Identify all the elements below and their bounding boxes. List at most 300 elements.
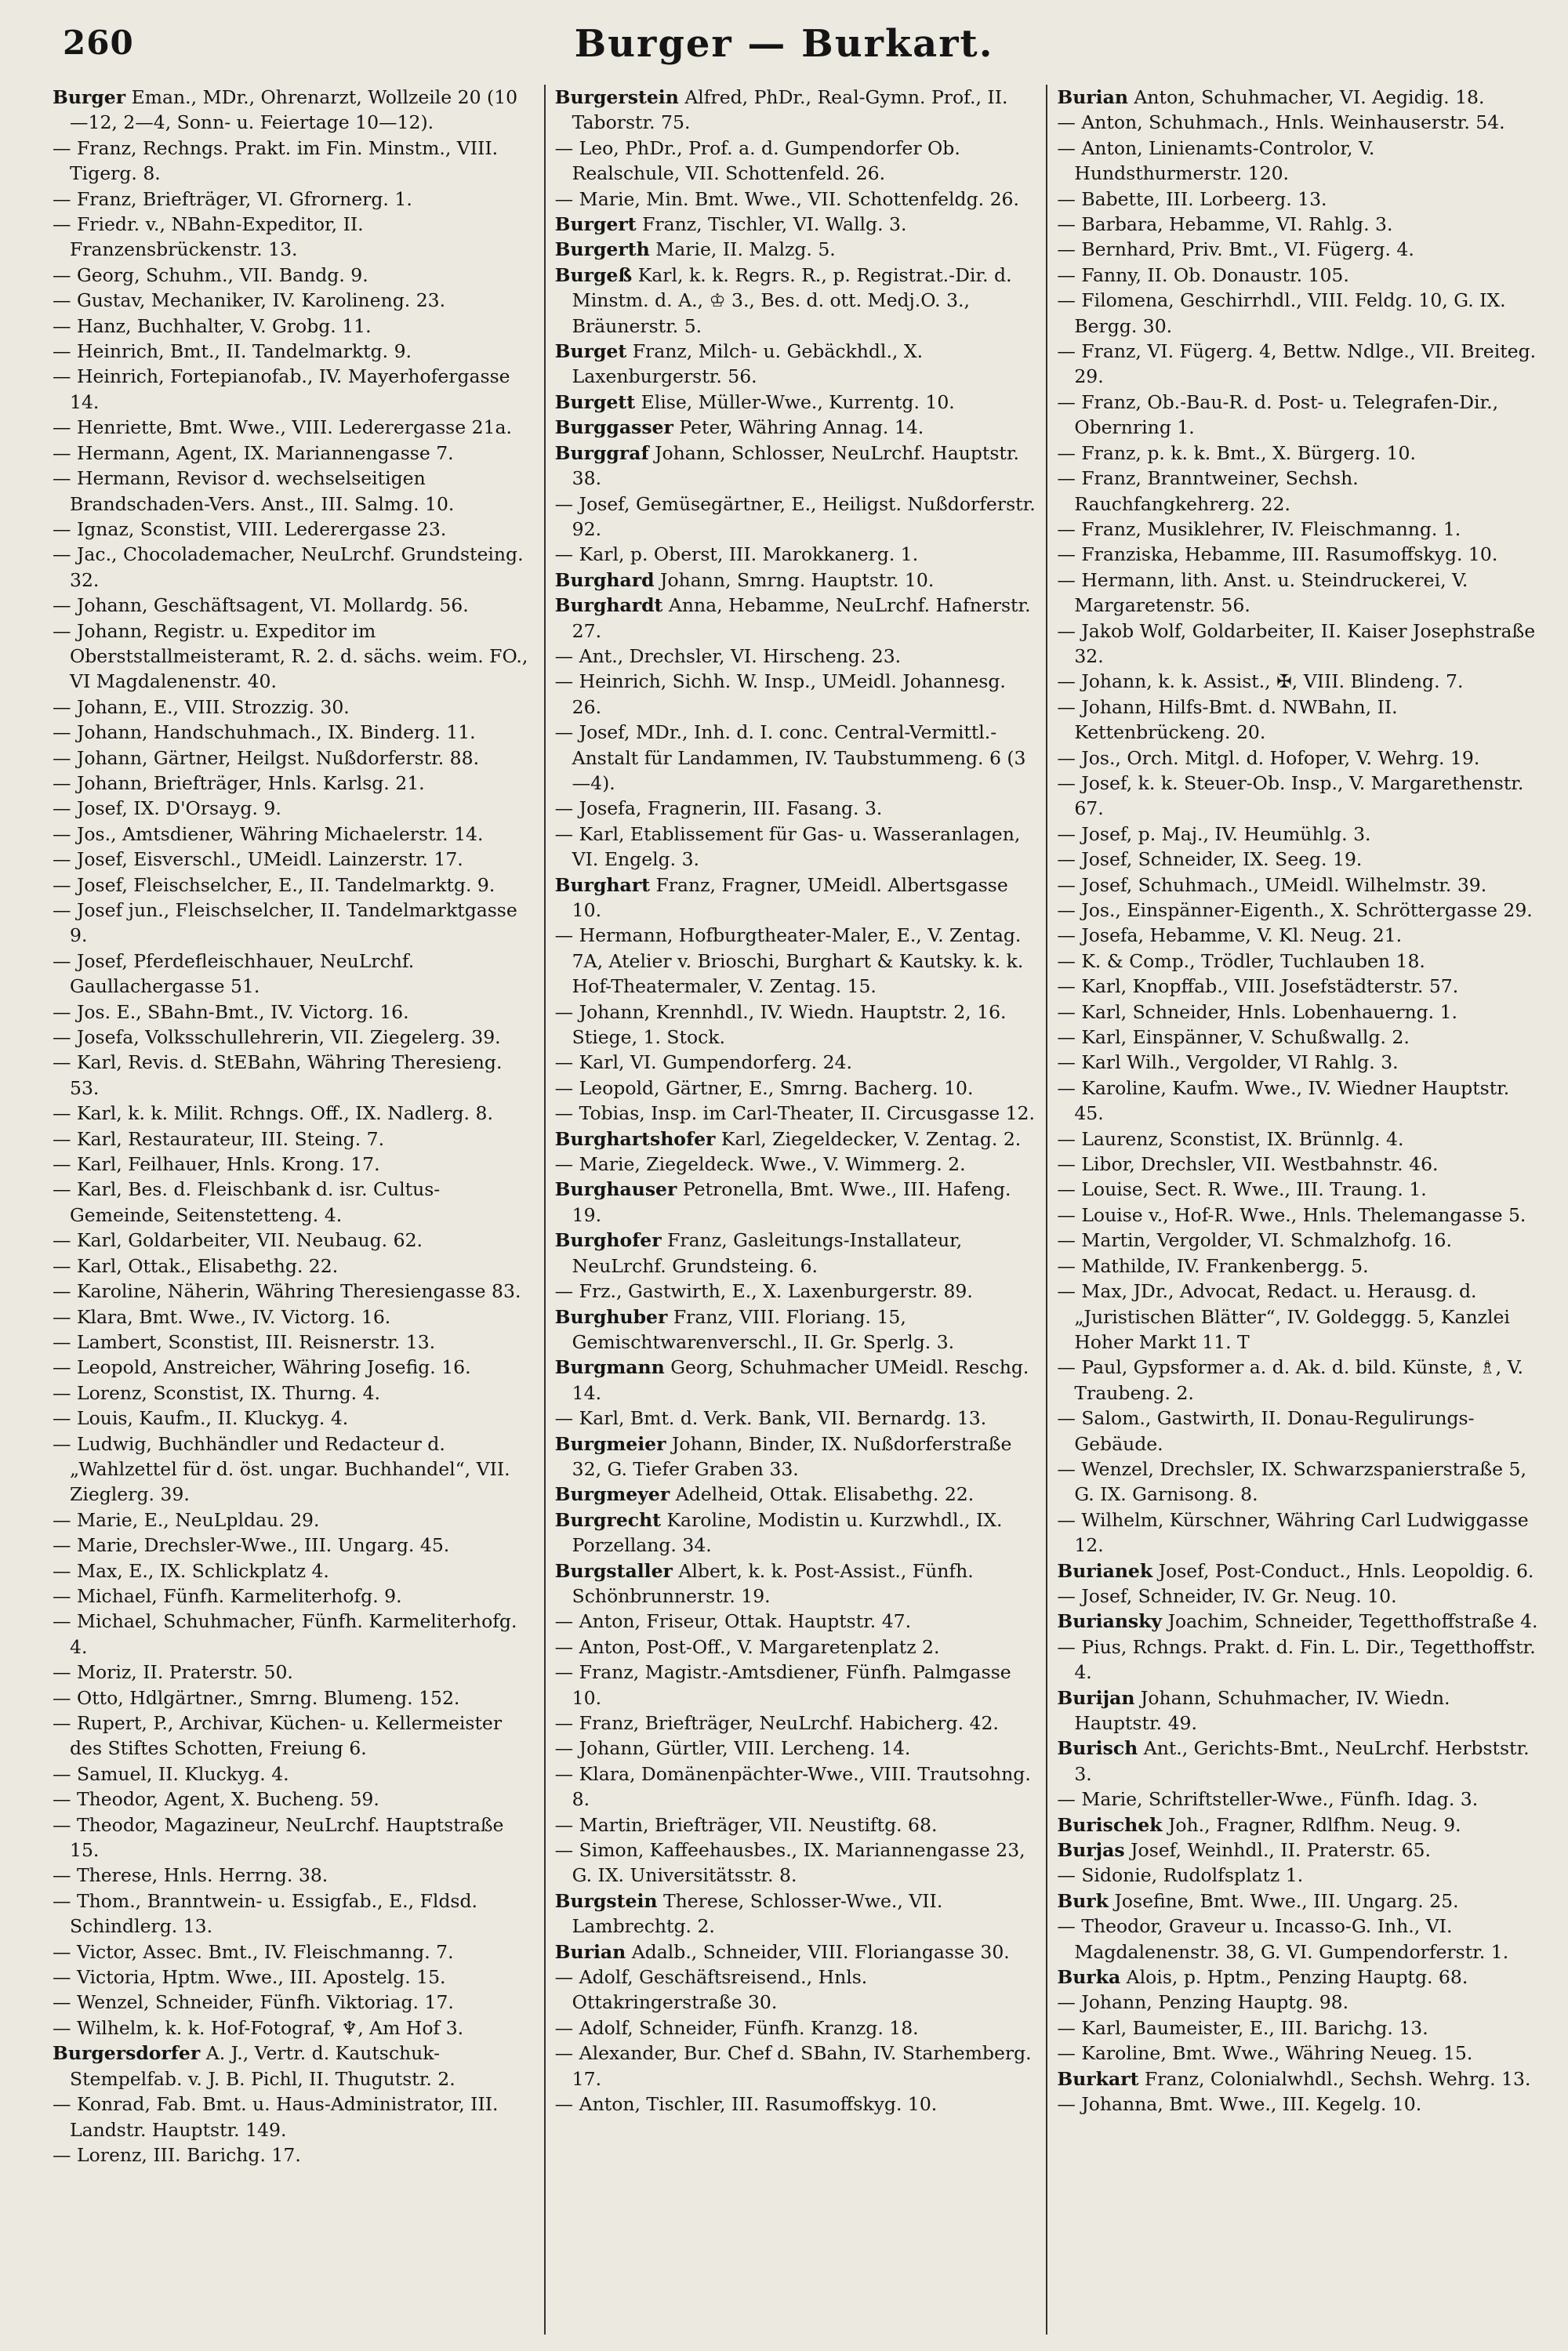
directory-entry: [53, 1304, 535, 1330]
directory-entry: [555, 212, 1037, 237]
entry-details: — Karl, Knopffab., VIII. Josefstädterstr. 57.: [1057, 975, 1459, 998]
directory-entry: [555, 1888, 1037, 1939]
directory-entry: [555, 1761, 1037, 1812]
entry-surname: Burghard: [554, 568, 655, 591]
entry-details: — Anton, Post-Off., V. Margaretenplatz 2.: [554, 1635, 940, 1658]
entry-details: — Johann, Handschuhmach., IX. Binderg. 11.: [53, 721, 476, 744]
entry-details: Marie, II. Malzg. 5.: [655, 238, 836, 261]
directory-entry: [1057, 923, 1539, 948]
directory-entry: [1057, 1787, 1539, 1812]
directory-entry: [1057, 136, 1539, 187]
entry-details: — Franziska, Hebamme, III. Rasumoffskyg. 10.: [1057, 543, 1498, 566]
directory-entry: [53, 263, 535, 288]
directory-entry: [53, 517, 535, 542]
directory-entry: [53, 1787, 535, 1812]
entry-details: — Jakob Wolf, Goldarbeiter, II. Kaiser Josephstraße 32.: [1057, 619, 1536, 667]
entry-details: Peter, Währing Annag. 14.: [679, 416, 924, 439]
directory-entry: [53, 1990, 535, 2015]
directory-entry: [555, 1152, 1037, 1177]
entry-details: — Lorenz, Sconstist, IX. Thurng. 4.: [53, 1381, 380, 1404]
directory-entry: [1057, 695, 1539, 746]
directory-entry: [1057, 949, 1539, 974]
entry-surname: Burisch: [1057, 1737, 1138, 1760]
entry-details: — Thom., Branntwein- u. Essigfab., E., Fldsd. Schindlerg. 13.: [53, 1889, 478, 1938]
directory-entry: [53, 288, 535, 313]
entry-surname: Burgmeier: [554, 1432, 666, 1455]
directory-entry: [53, 1000, 535, 1025]
directory-entry: [1057, 2041, 1539, 2066]
entry-details: — Jac., Chocolademacher, NeuLrchf. Grundsteing. 32.: [53, 543, 524, 591]
entry-details: — Johann, E., VIII. Strozzig. 30.: [53, 695, 350, 718]
directory-entry: [53, 1711, 535, 1761]
entry-surname: Burggraf: [554, 441, 649, 464]
entry-details: — Ludwig, Buchhändler und Redacteur d. „Wahlzettel für d. öst. ungar. Buchhandel“, VII. Zieglerg. 39.: [53, 1432, 510, 1506]
column-left: [43, 85, 544, 2335]
directory-entry: [1057, 1355, 1539, 1406]
entry-details: Franz, Fragner, UMeidl. Albertsgasse 10.: [572, 873, 1008, 921]
entry-details: — Marie, Min. Bmt. Wwe., VII. Schottenfeldg. 26.: [554, 187, 1019, 210]
entry-details: — Klara, Bmt. Wwe., IV. Victorg. 16.: [53, 1305, 391, 1328]
directory-entry: [1057, 1812, 1539, 1838]
entry-details: — Josef, Gemüsegärtner, E., Heiligst. Nußdorferstr. 92.: [554, 492, 1036, 540]
entry-details: — Libor, Drechsler, VII. Westbahnstr. 46.: [1057, 1153, 1439, 1176]
entry-details: — Anton, Linienamts-Controlor, V. Hundsthurmerstr. 120.: [1057, 136, 1375, 185]
entry-details: — Johann, Geschäftsagent, VI. Mollardg. 56.: [53, 594, 469, 617]
directory-entry: [53, 1431, 535, 1507]
entry-details: Josef, Post-Conduct., Hnls. Leopoldig. 6.: [1158, 1559, 1534, 1582]
directory-entry: [1057, 974, 1539, 999]
directory-entry: [53, 415, 535, 440]
directory-entry: [1057, 1736, 1539, 1787]
directory-entry: [1057, 1507, 1539, 1558]
directory-entry: [555, 1076, 1037, 1101]
directory-entry: [1057, 237, 1539, 262]
entry-details: — Victor, Assec. Bmt., IV. Fleischmanng. 7.: [53, 1940, 454, 1963]
directory-entry: [53, 619, 535, 695]
column-middle: [544, 85, 1047, 2335]
directory-entry: [53, 898, 535, 949]
entry-details: — Samuel, II. Kluckyg. 4.: [53, 1762, 289, 1785]
directory-entry: [53, 85, 535, 136]
directory-entry: [555, 390, 1037, 415]
directory-entry: [53, 1025, 535, 1050]
directory-entry: [53, 1279, 535, 1304]
directory-entry: [53, 1812, 535, 1863]
entry-surname: Burgerth: [554, 238, 650, 261]
entry-surname: Burgersdorfer: [53, 2042, 201, 2065]
entry-surname: Burischek: [1057, 1813, 1163, 1836]
directory-entry: [53, 1355, 535, 1380]
directory-entry: [53, 695, 535, 720]
directory-entry: [1057, 85, 1539, 110]
entry-details: — Lambert, Sconstist, III. Reisnerstr. 13.: [53, 1330, 436, 1353]
entry-surname: Burgett: [554, 390, 636, 413]
directory-entry: [1057, 568, 1539, 619]
directory-entry: [53, 441, 535, 466]
directory-entry: [555, 1000, 1037, 1050]
entry-details: — Franz, Magistr.-Amtsdiener, Fünfh. Palmgasse 10.: [554, 1661, 1011, 1709]
directory-entry: [555, 415, 1037, 440]
entry-details: — Karoline, Kaufm. Wwe., IV. Wiedner Hauptstr. 45.: [1057, 1076, 1510, 1125]
entry-details: — Karl, k. k. Milit. Rchngs. Off., IX. Nadlerg. 8.: [53, 1102, 493, 1125]
directory-entry: [53, 720, 535, 745]
entry-details: — Josef, Pferdefleischhauer, NeuLrchf. Gaullachergasse 51.: [53, 949, 415, 998]
directory-entry: [555, 263, 1037, 339]
directory-entry: [1057, 1279, 1539, 1355]
entry-details: — Victoria, Hptm. Wwe., III. Apostelg. 15.: [53, 1966, 446, 1989]
directory-entry: [1057, 110, 1539, 135]
entry-details: — Josef, Eisverschl., UMeidl. Lainzerstr. 17.: [53, 848, 463, 871]
entry-surname: Burgmann: [554, 1356, 665, 1379]
directory-entry: [555, 2041, 1037, 2092]
entry-details: — Mathilde, IV. Frankenbergg. 5.: [1057, 1254, 1369, 1277]
entry-details: Ant., Gerichts-Bmt., NeuLrchf. Herbststr. 3.: [1074, 1737, 1530, 1785]
entry-details: — Martin, Vergolder, VI. Schmalzhofg. 16.: [1057, 1229, 1452, 1252]
entry-details: Therese, Schlosser-Wwe., VII. Lambrechtg. 2.: [572, 1889, 943, 1938]
entry-details: — Josef, IX. D'Orsayg. 9.: [53, 797, 281, 820]
directory-entry: [555, 1279, 1037, 1304]
entry-details: — Josef, Schneider, IV. Gr. Neug. 10.: [1057, 1584, 1397, 1607]
directory-entry: [555, 187, 1037, 212]
entry-details: — Moriz, II. Praterstr. 50.: [53, 1661, 293, 1684]
directory-entry: [53, 1965, 535, 1990]
entry-details: Eman., MDr., Ohrenarzt, Wollzeile 20 (10—12, 2—4, Sonn- u. Feiertage 10—12).: [70, 86, 518, 134]
entry-details: — Michael, Schuhmacher, Fünfh. Karmeliterhofg. 4.: [53, 1610, 517, 1658]
entry-surname: Burk: [1057, 1889, 1109, 1912]
directory-entry: [555, 1558, 1037, 1609]
entry-details: — Rupert, P., Archivar, Küchen- u. Kellermeister des Stiftes Schotten, Freiung 6.: [53, 1712, 503, 1760]
entry-details: — Lorenz, III. Barichg. 17.: [53, 2143, 301, 2166]
directory-entry: [555, 796, 1037, 821]
directory-entry: [1057, 517, 1539, 542]
directory-entry: [1057, 1863, 1539, 1888]
directory-entry: [1057, 441, 1539, 466]
entry-details: — Josefa, Fragnerin, III. Fasang. 3.: [554, 797, 883, 820]
directory-entry: [1057, 2066, 1539, 2092]
directory-entry: [53, 1050, 535, 1101]
directory-entry: [53, 822, 535, 847]
directory-entry: [1057, 1914, 1539, 1965]
directory-entry: [555, 542, 1037, 567]
directory-entry: [53, 949, 535, 1000]
directory-entry: [53, 1406, 535, 1431]
entry-surname: Burjas: [1057, 1839, 1125, 1862]
entry-details: Anna, Hebamme, NeuLrchf. Hafnerstr. 27.: [572, 594, 1031, 642]
directory-entry: [1057, 2015, 1539, 2041]
directory-entry: [555, 1050, 1037, 1075]
entry-details: Karl, k. k. Regrs. R., p. Registrat.-Dir. d. Minstm. d. A., ♔ 3., Bes. d. ott. Medj.O. 3., Bräunerstr. 5.: [572, 263, 1012, 337]
directory-entry: [53, 364, 535, 415]
entry-details: Georg, Schuhmacher UMeidl. Reschg. 14.: [572, 1356, 1029, 1404]
entry-details: — Michael, Fünfh. Karmeliterhofg. 9.: [53, 1584, 402, 1607]
entry-details: — Karl, Bes. d. Fleischbank d. isr. Cultus-Gemeinde, Seitenstetteng. 4.: [53, 1178, 441, 1226]
entry-details: — Jos., Orch. Mitgl. d. Hofoper, V. Wehrg. 19.: [1057, 746, 1480, 769]
entry-surname: Burian: [554, 1940, 626, 1963]
entry-surname: Burggasser: [554, 416, 673, 439]
entry-surname: Burgeß: [554, 263, 633, 286]
directory-entry: [53, 466, 535, 517]
entry-details: — Theodor, Graveur u. Incasso-G. Inh., VI. Magdalenenstr. 38, G. VI. Gumpendorferstr. 1.: [1057, 1915, 1509, 1963]
entry-details: — Theodor, Magazineur, NeuLrchf. Hauptstraße 15.: [53, 1813, 504, 1862]
entry-details: — Marie, E., NeuLpldau. 29.: [53, 1508, 320, 1531]
entry-details: — Leopold, Gärtner, E., Smrng. Bacherg. 10.: [554, 1076, 974, 1099]
directory-entry: [53, 1127, 535, 1152]
entry-details: — Josefa, Volksschullehrerin, VII. Ziegelerg. 39.: [53, 1026, 501, 1049]
entry-details: — Josef, Schuhmach., UMeidl. Wilhelmstr. 39.: [1057, 873, 1487, 896]
entry-details: — Karl, Ottak., Elisabethg. 22.: [53, 1254, 339, 1277]
directory-entry: [1057, 1000, 1539, 1025]
entry-details: — Josef jun., Fleischselcher, II. Tandelmarktgasse 9.: [53, 899, 517, 947]
directory-entry: [555, 237, 1037, 262]
entry-surname: Burgert: [554, 213, 637, 236]
entry-details: — Ignaz, Sconstist, VIII. Lederergasse 23.: [53, 517, 447, 540]
directory-entry: [53, 2092, 535, 2142]
entry-details: — Tobias, Insp. im Carl-Theater, II. Circusgasse 12.: [554, 1102, 1035, 1125]
entry-details: — Henriette, Bmt. Wwe., VIII. Lederergasse 21a.: [53, 416, 512, 439]
entry-details: — Josef, Fleischselcher, E., II. Tandelmarktg. 9.: [53, 873, 495, 896]
directory-entry: [555, 492, 1037, 542]
entry-details: — Frz., Gastwirth, E., X. Laxenburgerstr. 89.: [554, 1280, 973, 1303]
directory-entry: [53, 1507, 535, 1533]
directory-entry: [1057, 771, 1539, 822]
entry-details: — Karl, Bmt. d. Verk. Bank, VII. Bernardg. 13.: [554, 1407, 987, 1430]
entry-details: — Johann, Gärtner, Heilgst. Nußdorferstr. 88.: [53, 746, 480, 769]
directory-entry: [555, 1812, 1037, 1838]
entry-surname: Burghofer: [554, 1229, 662, 1252]
entry-details: — Karl, p. Oberst, III. Marokkanerg. 1.: [554, 543, 919, 566]
directory-entry: [1057, 1965, 1539, 1990]
directory-entry: [555, 136, 1037, 187]
directory-entry: [555, 568, 1037, 593]
directory-entry: [1057, 1076, 1539, 1127]
entry-details: Franz, Gasleitungs-Installateur, NeuLrchf. Grundsteing. 6.: [572, 1229, 963, 1277]
directory-entry: [53, 314, 535, 339]
entry-details: — Jos. E., SBahn-Bmt., IV. Victorg. 16.: [53, 1000, 409, 1023]
directory-entry: [555, 923, 1037, 999]
directory-entry: [555, 2092, 1037, 2117]
entry-details: — Karl, Revis. d. StEBahn, Währing Theresieng. 53.: [53, 1051, 503, 1099]
entry-surname: Burghuber: [554, 1305, 668, 1328]
directory-entry: [53, 1660, 535, 1685]
directory-entry: [1057, 1685, 1539, 1736]
directory-entry: [555, 1507, 1037, 1558]
directory-entry: [555, 1406, 1037, 1431]
entry-details: — Marie, Drechsler-Wwe., III. Ungarg. 45.: [53, 1534, 450, 1557]
entry-details: — Franz, Musiklehrer, IV. Fleischmanng. 1.: [1057, 517, 1461, 540]
entry-details: Adelheid, Ottak. Elisabethg. 22.: [675, 1483, 975, 1506]
entry-details: Alois, p. Hptm., Penzing Hauptg. 68.: [1126, 1966, 1468, 1989]
directory-columns: [43, 85, 1548, 2335]
directory-entry: [555, 441, 1037, 492]
entry-details: — Johann, Registr. u. Expeditor im Oberststallmeisteramt, R. 2. d. sächs. weim. FO., VI Magdalenenstr. 40.: [53, 619, 528, 693]
entry-details: Johann, Schuhmacher, IV. Wiedn. Hauptstr. 49.: [1074, 1686, 1450, 1734]
directory-entry: [555, 1838, 1037, 1888]
directory-entry: [555, 1609, 1037, 1634]
directory-entry: [53, 1939, 535, 1965]
entry-details: — Karoline, Bmt. Wwe., Währing Neueg. 15.: [1057, 2042, 1473, 2065]
entry-details: Johann, Schlosser, NeuLrchf. Hauptstr. 38.: [572, 441, 1019, 490]
entry-details: — Adolf, Schneider, Fünfh. Kranzg. 18.: [554, 2016, 919, 2039]
entry-details: — Heinrich, Bmt., II. Tandelmarktg. 9.: [53, 340, 412, 363]
directory-entry: [1057, 1584, 1539, 1609]
directory-entry: [53, 2015, 535, 2041]
directory-entry: [53, 542, 535, 593]
entry-details: — Johann, Penzing Hauptg. 98.: [1057, 1991, 1349, 2014]
entry-details: — Karl, VI. Gumpendorferg. 24.: [554, 1051, 852, 1074]
directory-entry: [53, 2142, 535, 2168]
entry-details: — Ant., Drechsler, VI. Hirscheng. 23.: [554, 644, 902, 667]
entry-surname: Burgstein: [554, 1889, 658, 1912]
directory-entry: [1057, 1558, 1539, 1584]
directory-entry: [1057, 1888, 1539, 1914]
directory-entry: [53, 1380, 535, 1406]
directory-entry: [1057, 1609, 1539, 1634]
directory-entry: [555, 873, 1037, 923]
entry-details: Johann, Smrng. Hauptstr. 10.: [660, 568, 935, 591]
directory-entry: [555, 1431, 1037, 1482]
entry-surname: Burghardt: [554, 594, 663, 617]
entry-surname: Burger: [53, 86, 126, 108]
entry-surname: Burgrecht: [554, 1508, 662, 1531]
entry-details: Franz, VIII. Floriang. 15, Gemischtwarenverschl., II. Gr. Sperlg. 3.: [572, 1305, 955, 1353]
entry-details: A. J., Vertr. d. Kautschuk-Stempelfab. v. J. B. Pichl, II. Thugutstr. 2.: [70, 2042, 456, 2090]
directory-entry: [1057, 1838, 1539, 1863]
entry-details: — Franz, Briefträger, VI. Gfrornerg. 1.: [53, 187, 412, 210]
entry-details: — Karl, Baumeister, E., III. Barichg. 13.: [1057, 2016, 1428, 2039]
entry-surname: Burian: [1057, 86, 1128, 108]
directory-entry: [555, 644, 1037, 669]
directory-entry: [53, 847, 535, 872]
entry-details: — Johanna, Bmt. Wwe., III. Kegelg. 10.: [1057, 2093, 1422, 2116]
directory-entry: [1057, 898, 1539, 923]
entry-details: Franz, Milch- u. Gebäckhdl., X. Laxenburgerstr. 56.: [572, 340, 924, 388]
entry-details: Karoline, Modistin u. Kurzwhdl., IX. Porzellang. 34.: [572, 1508, 1003, 1557]
entry-details: — Barbara, Hebamme, VI. Rahlg. 3.: [1057, 213, 1393, 236]
directory-entry: [53, 1584, 535, 1609]
entry-details: — Louis, Kaufm., II. Kluckyg. 4.: [53, 1407, 349, 1430]
directory-entry: [1057, 822, 1539, 847]
directory-entry: [1057, 263, 1539, 288]
entry-details: — Marie, Ziegeldeck. Wwe., V. Wimmerg. 2.: [554, 1153, 966, 1176]
entry-details: Karl, Ziegeldecker, V. Zentag. 2.: [720, 1127, 1022, 1150]
directory-entry: [1057, 746, 1539, 771]
entry-details: — Fanny, II. Ob. Donaustr. 105.: [1057, 263, 1349, 286]
entry-details: — Josef, p. Maj., IV. Heumühlg. 3.: [1057, 822, 1371, 845]
entry-details: — Simon, Kaffeehausbes., IX. Mariannengasse 23, G. IX. Universitätsstr. 8.: [554, 1839, 1025, 1887]
entry-details: Elise, Müller-Wwe., Kurrentg. 10.: [641, 390, 955, 413]
entry-details: — Karl, Etablissement für Gas- u. Wasseranlagen, VI. Engelg. 3.: [554, 822, 1021, 871]
directory-entry: [53, 1254, 535, 1279]
entry-details: — Karl, Einspänner, V. Schußwallg. 2.: [1057, 1026, 1410, 1049]
directory-entry: [555, 1228, 1037, 1279]
entry-details: — Max, JDr., Advocat, Redact. u. Herausg. d. „Juristischen Blätter“, IV. Goldeggg. 5, Kanzlei Hoher Markt 11. T: [1057, 1280, 1510, 1353]
directory-entry: [53, 1101, 535, 1126]
entry-details: — Georg, Schuhm., VII. Bandg. 9.: [53, 263, 368, 286]
entry-details: — K. & Comp., Trödler, Tuchlauben 18.: [1057, 949, 1425, 972]
directory-entry: [1057, 212, 1539, 237]
entry-details: — Wilhelm, Kürschner, Währing Carl Ludwiggasse 12.: [1057, 1508, 1529, 1557]
directory-entry: [1057, 1025, 1539, 1050]
directory-entry: [555, 85, 1037, 136]
page-number: 260: [63, 24, 134, 62]
directory-entry: [555, 669, 1037, 720]
entry-surname: Burghartshofer: [554, 1127, 716, 1150]
entry-details: Petronella, Bmt. Wwe., III. Hafeng. 19.: [572, 1178, 1011, 1226]
directory-entry: [1057, 288, 1539, 339]
directory-entry: [53, 1609, 535, 1660]
entry-details: — Johann, Gürtler, VIII. Lercheng. 14.: [554, 1737, 911, 1760]
entry-details: — Anton, Friseur, Ottak. Hauptstr. 47.: [554, 1610, 912, 1633]
entry-details: — Karl, Restaurateur, III. Steing. 7.: [53, 1127, 385, 1150]
directory-entry: [555, 720, 1037, 796]
entry-details: — Wenzel, Drechsler, IX. Schwarzspanierstraße 5, G. IX. Garnisong. 8.: [1057, 1457, 1526, 1506]
directory-entry: [53, 187, 535, 212]
directory-entry: [1057, 187, 1539, 212]
directory-entry: [1057, 669, 1539, 694]
entry-details: — Martin, Briefträger, VII. Neustiftg. 68.: [554, 1813, 938, 1836]
entry-details: — Louise, Sect. R. Wwe., III. Traung. 1.: [1057, 1178, 1427, 1201]
entry-details: — Babette, III. Lorbeerg. 13.: [1057, 187, 1327, 210]
entry-details: — Paul, Gypsformer a. d. Ak. d. bild. Künste, ♗, V. Traubeng. 2.: [1057, 1356, 1523, 1404]
directory-entry: [555, 1711, 1037, 1736]
entry-details: — Hermann, Revisor d. wechselseitigen Brandschaden-Vers. Anst., III. Salmg. 10.: [53, 467, 455, 515]
entry-surname: Burkart: [1057, 2067, 1139, 2090]
entry-details: — Konrad, Fab. Bmt. u. Haus-Administrator, III. Landstr. Hauptstr. 149.: [53, 2093, 499, 2141]
directory-entry: [1057, 619, 1539, 669]
directory-entry: [1057, 1203, 1539, 1228]
directory-entry: [1057, 339, 1539, 390]
entry-details: — Pius, Rchngs. Prakt. d. Fin. L. Dir., Tegetthoffstr. 4.: [1057, 1635, 1536, 1684]
directory-entry: [555, 339, 1037, 390]
entry-details: Joh., Fragner, Rdlfhm. Neug. 9.: [1167, 1813, 1461, 1836]
entry-surname: Buriansky: [1057, 1610, 1163, 1633]
directory-entry: [1057, 1406, 1539, 1457]
entry-details: — Jos., Einspänner-Eigenth., X. Schröttergasse 29.: [1057, 899, 1533, 921]
entry-surname: Burghart: [554, 873, 650, 896]
entry-details: Joachim, Schneider, Tegetthoffstraße 4.: [1167, 1610, 1538, 1633]
directory-entry: [53, 1558, 535, 1584]
directory-entry: [53, 873, 535, 898]
directory-entry: [53, 212, 535, 263]
entry-details: — Laurenz, Sconstist, IX. Brünnlg. 4.: [1057, 1127, 1404, 1150]
entry-details: — Josef, MDr., Inh. d. I. conc. Central-Vermittl.-Anstalt für Landammen, IV. Taubstummeng. 6 (3—4).: [554, 721, 1026, 794]
entry-details: — Franz, Branntweiner, Sechsh. Rauchfangkehrerg. 22.: [1057, 467, 1359, 515]
entry-details: — Franz, Rechngs. Prakt. im Fin. Minstm., VIII. Tigerg. 8.: [53, 136, 499, 185]
directory-entry: [555, 1355, 1037, 1406]
directory-entry: [555, 1660, 1037, 1711]
entry-details: Adalb., Schneider, VIII. Floriangasse 30.: [631, 1940, 1010, 1963]
entry-details: Josef, Weinhdl., II. Praterstr. 65.: [1131, 1839, 1431, 1862]
entry-details: — Leopold, Anstreicher, Währing Josefig. 16.: [53, 1356, 471, 1379]
directory-entry: [555, 2015, 1037, 2041]
entry-details: — Johann, k. k. Assist., ✠, VIII. Blindeng. 7.: [1057, 670, 1464, 693]
entry-details: — Jos., Amtsdiener, Währing Michaelerstr. 14.: [53, 822, 484, 845]
entry-details: — Wenzel, Schneider, Fünfh. Viktoriag. 17.: [53, 1991, 454, 2014]
entry-surname: Burgmeyer: [554, 1483, 670, 1506]
directory-entry: [53, 1761, 535, 1787]
entry-details: Alfred, PhDr., Real-Gymn. Prof., II. Taborstr. 75.: [572, 86, 1008, 134]
entry-details: — Josef, k. k. Steuer-Ob. Insp., V. Margarethenstr. 67.: [1057, 771, 1524, 820]
directory-entry: [555, 1127, 1037, 1152]
directory-entry: [1057, 2092, 1539, 2117]
entry-details: Josefine, Bmt. Wwe., III. Ungarg. 25.: [1114, 1889, 1459, 1912]
entry-details: — Salom., Gastwirth, II. Donau-Regulirungs-Gebäude.: [1057, 1407, 1475, 1455]
entry-details: Johann, Binder, IX. Nußdorferstraße 32, G. Tiefer Graben 33.: [572, 1432, 1012, 1480]
directory-entry: [1057, 390, 1539, 441]
directory-entry: [1057, 1127, 1539, 1152]
entry-details: — Therese, Hnls. Herrng. 38.: [53, 1864, 328, 1887]
entry-details: — Hermann, Agent, IX. Mariannengasse 7.: [53, 441, 454, 464]
